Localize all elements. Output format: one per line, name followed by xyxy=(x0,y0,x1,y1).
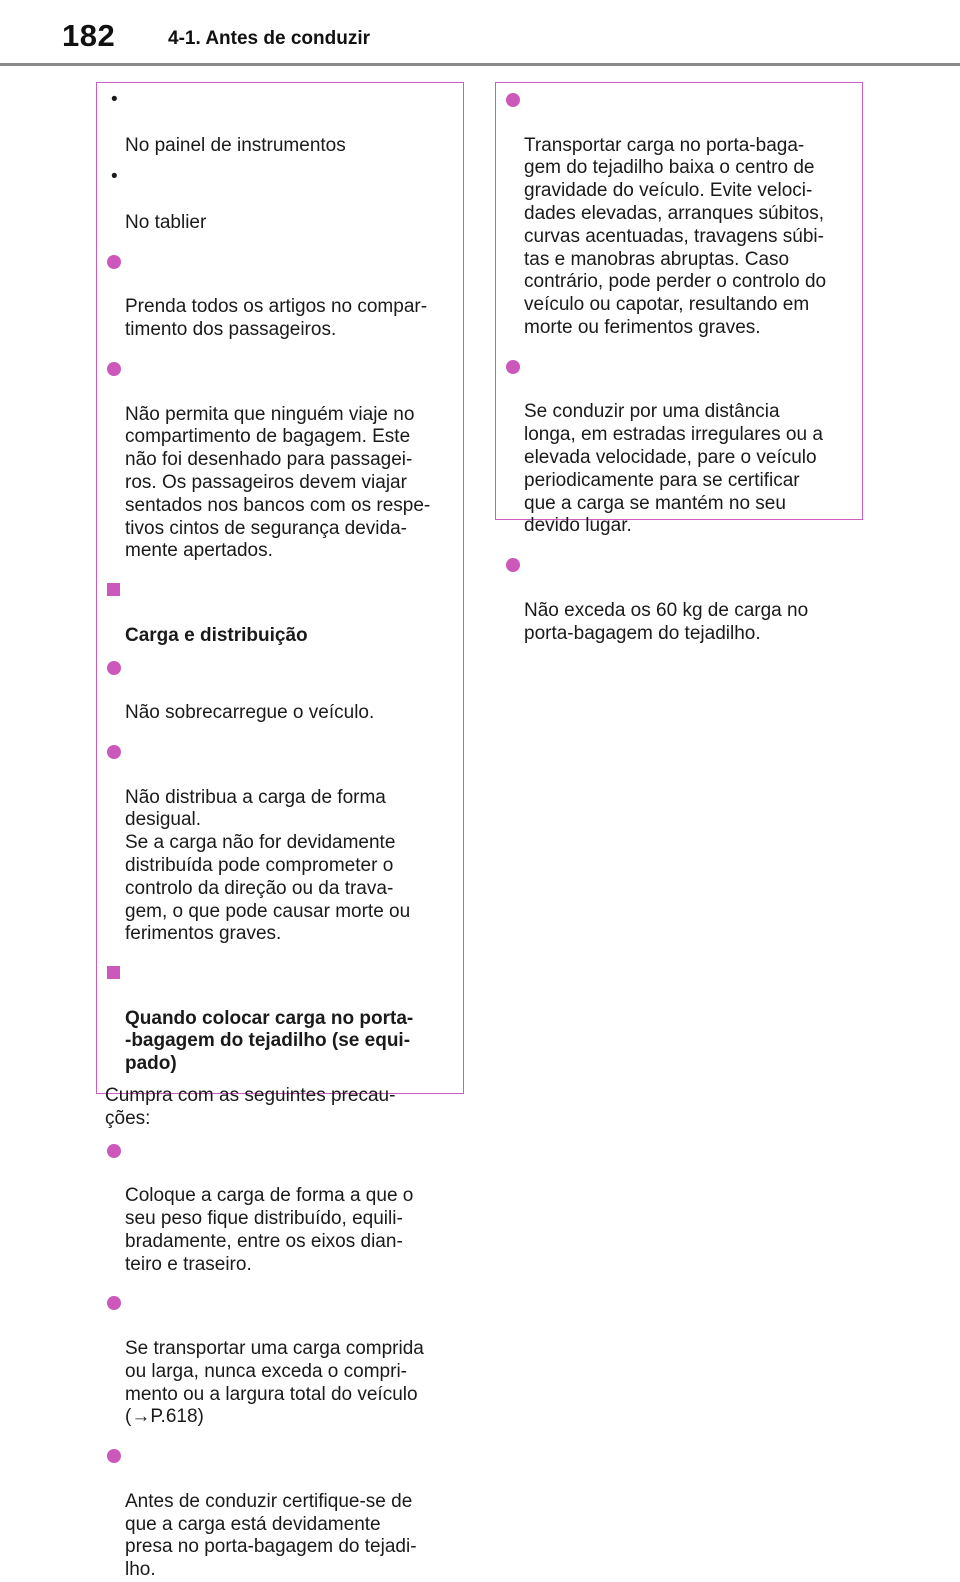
dash-bullet-icon: • xyxy=(111,166,118,188)
circle-bullet-icon xyxy=(506,360,520,374)
bullet-text: Se conduzir por uma distância longa, em estradas irregulares ou a elevada velocidade, pare o veículo periodicamente para se certificar que a carga se mantém no seu devido lugar. xyxy=(524,401,823,537)
section-title: 4-1. Antes de conduzir xyxy=(168,28,370,49)
page-header xyxy=(0,0,960,66)
circle-bullet-icon xyxy=(107,255,121,269)
subheading-text: Quando colocar carga no porta- -bagagem do tejadilho (se equi- pado) xyxy=(125,1007,414,1075)
intro-text: Cumpra com as seguintes precau- ções: xyxy=(105,1085,396,1129)
bullet-text: Não permita que ninguém viaje no compartimento de bagagem. Este não foi desenhado para passagei- ros. Os passageiros devem viajar sentados nos bancos com os respe- tivos cintos de segurança devida- mente apertados. xyxy=(125,403,431,562)
bullet-text: Não sobrecarregue o veículo. xyxy=(125,702,375,724)
circle-bullet-icon xyxy=(107,1144,121,1158)
bullet-item xyxy=(105,1292,455,1429)
bullet-item xyxy=(504,554,854,645)
bullet-text: Coloque a carga de forma a que o seu peso fique distribuído, equili- bradamente, entre os eixos dian- teiro e traseiro. xyxy=(125,1185,414,1275)
warning-box-left xyxy=(96,82,464,1581)
subheading-text: Carga e distribuição xyxy=(125,624,308,646)
bullet-item xyxy=(105,657,455,725)
bullet-item xyxy=(105,741,455,946)
dash-item xyxy=(105,166,455,234)
bullet-item xyxy=(105,1140,455,1277)
subheading-roof-rack xyxy=(105,962,455,1076)
circle-bullet-icon xyxy=(107,362,121,376)
page-number: 182 xyxy=(62,18,116,53)
circle-bullet-icon xyxy=(107,1296,121,1310)
bullet-text: Não exceda os 60 kg de carga no porta-bagagem do tejadilho. xyxy=(524,599,809,644)
bullet-text: Não distribua a carga de forma desigual. Se a carga não for devidamente distribuída pode comprometer o controlo da direção ou da trava- gem, o que pode causar morte ou ferimentos graves. xyxy=(125,786,411,945)
warning-box-right xyxy=(495,82,863,644)
dash-item-text: No tablier xyxy=(125,211,207,233)
bullet-text: Prenda todos os artigos no compar- timento dos passageiros. xyxy=(125,296,428,341)
circle-bullet-icon xyxy=(107,661,121,675)
bullet-item xyxy=(105,251,455,342)
circle-bullet-icon xyxy=(107,1449,121,1463)
bullet-item xyxy=(504,89,854,340)
bullet-item xyxy=(105,1445,455,1582)
bullet-text: Se transportar uma carga comprida ou larga, nunca exceda o compri- mento ou a largura total do veículo (→P.618) xyxy=(125,1338,424,1428)
dash-bullet-icon: • xyxy=(111,89,118,110)
subheading-cargo xyxy=(105,579,455,647)
circle-bullet-icon xyxy=(506,93,520,107)
circle-bullet-icon xyxy=(107,745,121,759)
bullet-text: Transportar carga no porta-baga- gem do tejadilho baixa o centro de gravidade do veículo. Evite veloci- dades elevadas, arranques súbitos, curvas acentuadas, travagens súbi- tas e manobras abruptas. Caso contrário, pode perder o controlo do veículo ou capotar, resultando em morte ou ferimentos graves. xyxy=(524,134,827,338)
bullet-item xyxy=(105,358,455,563)
circle-bullet-icon xyxy=(506,558,520,572)
square-bullet-icon xyxy=(107,966,120,979)
bullet-text: Antes de conduzir certifique-se de que a carga está devidamente presa no porta-bagagem do tejadi- lho. xyxy=(125,1490,417,1581)
dash-item xyxy=(105,89,455,157)
dash-item-text: No painel de instrumentos xyxy=(125,134,346,156)
bullet-item xyxy=(504,356,854,538)
header-divider xyxy=(0,63,960,66)
square-bullet-icon xyxy=(107,583,120,596)
